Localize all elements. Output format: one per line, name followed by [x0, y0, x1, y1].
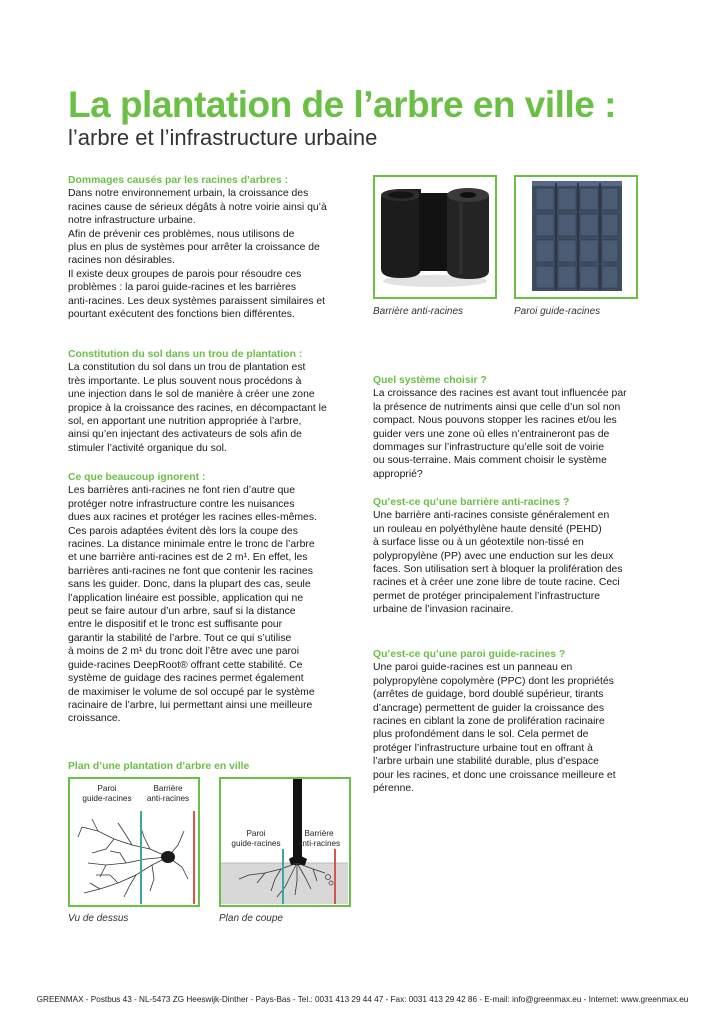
section-view-diagram [219, 777, 351, 907]
section-choisir [373, 374, 663, 481]
section-paroi [373, 648, 663, 795]
section-body: Dans notre environnement urbain, la croissance des racines cause de sérieux dégâts à notre voirie ainsi qu’à notre infrastructure urbaine. Afin de prévenir ces problèmes, nous utilisons de plus en plus de systèmes pour arrêter la croissance de racines non désirables. Il existe deux groupes de parois pour résoudre ces problèmes : la paroi guide-racines et les barrières anti-racines. Les deux systèmes paraissent similaires et pourtant exécutent des fonctions bien différentes. [68, 188, 327, 321]
barrier-roll-image [375, 177, 494, 296]
section-body: Une paroi guide-racines est un panneau en polypropylène copolymère (PPC) dont les propriétés (arrêtes de guidage, bord doublé supérieur, tirants d’ancrage) permettent de guider la croissance des racines en ciblant la zone de prolifération racinaire plus profondément dans le sol. Cela permet de protéger l’infrastructure urbaine tout en offrant à l’arbre urbain une stabilité durable, plus d’espace pour les racines, et donc une croissance meilleure et pérenne. [373, 662, 616, 795]
page-subtitle: l’arbre et l’infrastructure urbaine [68, 125, 378, 150]
guide-photo [514, 175, 638, 299]
section-heading: Ce que beaucoup ignorent : [68, 472, 206, 483]
section-view-caption: Plan de coupe [219, 913, 283, 924]
section-barriere [373, 496, 663, 617]
label-paroi: Paroi guide-racines [231, 829, 281, 848]
section-heading: Qu’est-ce qu’une paroi guide-racines ? [373, 649, 566, 660]
section-heading: Dommages causés par les racines d’arbres : [68, 175, 289, 186]
section-body: La constitution du sol dans un trou de plantation est très importante. Le plus souvent nous procédons à une injection dans le sol de manière à créer une zone propice à la croissance des racines, en décompactant le sol, en apportant une nutrition appropriée à l’arbre, ainsi qu’en injectant des activateurs de sols afin de stimuler l’activité organique du sol. [68, 362, 327, 454]
section-heading: Qu’est-ce qu’une barrière anti-racines ? [373, 497, 570, 508]
diagram-heading: Plan d’une plantation d’arbre en ville [68, 761, 250, 772]
section-constitution [68, 348, 358, 455]
page-title: La plantation de l’arbre en ville : [68, 84, 616, 125]
section-body: Les barrières anti-racines ne font rien d’autre que protéger notre infrastructure contre les nuisances dues aux racines et protéger les racines elles-mêmes. Ces parois adaptées évitent dès lors la coupe des racines. La distance minimale entre le tronc de l’arbre et une barrière anti-racines est de 2 m¹. En effet, les barrières anti-racines ne font que contenir les racines sans les guider. Donc, dans la plupart des cas, seule l’application linéaire est possible, application qui ne peut se faire autour d’un arbre, sauf si la distance entre le dispositif et le tronc est suffisante pour garantir la stabilité de l’arbre. Tout ce qui s’utilise à moins de 2 m¹ du tronc doit l’être avec une paroi guide-racines DeepRoot® offrant cette stabilité. Ce système de guidage des racines permet également de maximiser le volume de sol occupé par le système racinaire de l’arbre, lui permettant ainsi une meilleure croissance. [68, 485, 317, 725]
guide-caption: Paroi guide-racines [514, 306, 601, 317]
footer-contact: GREENMAX - Postbus 43 - NL-5473 ZG Heeswijk-Dinther - Pays-Bas - Tel.: 0031 413 29 44 47 - Fax: 0031 413 29 42 86 - E-mail: info@greenmax.eu - Internet: www.greenmax.eu [36, 995, 689, 1004]
label-barriere: Barrière anti-racines [297, 829, 341, 848]
barrier-photo [373, 175, 497, 299]
section-body: Une barrière anti-racines consiste généralement en un rouleau en polyéthylène haute densité (PEHD) à surface lisse ou à un géotextile non-tissé en polypropylène (PP) avec une enduction sur les deux faces. Son utilisation sert à bloquer la prolifération des racines et à créer une zone libre de toute racine. Ceci permet de protéger principalement l’infrastructure urbaine de l’invasion racinaire. [373, 510, 623, 616]
label-barriere: Barrière anti-racines [146, 784, 190, 803]
section-dommages [68, 174, 358, 321]
guide-panel-image [516, 177, 635, 296]
section-heading: Quel système choisir ? [373, 375, 487, 386]
section-body: La croissance des racines est avant tout influencée par la présence de nutriments ainsi que celle d’un sol non compact. Nous pouvons stopper les racines et/ou les guider vers une zone où elles n’entraineront pas de dommages sur l’infrastructure qu’elle soit de voirie ou sous-terraine. Mais comment choisir le système approprié? [373, 388, 627, 480]
barrier-caption: Barrière anti-racines [373, 306, 464, 317]
section-heading: Constitution du sol dans un trou de plantation : [68, 349, 303, 360]
label-paroi: Paroi guide-racines [82, 784, 132, 803]
top-view-diagram [68, 777, 200, 907]
top-view-caption: Vu de dessus [68, 913, 129, 924]
diagram-section [68, 760, 358, 773]
section-ignorent [68, 471, 358, 726]
